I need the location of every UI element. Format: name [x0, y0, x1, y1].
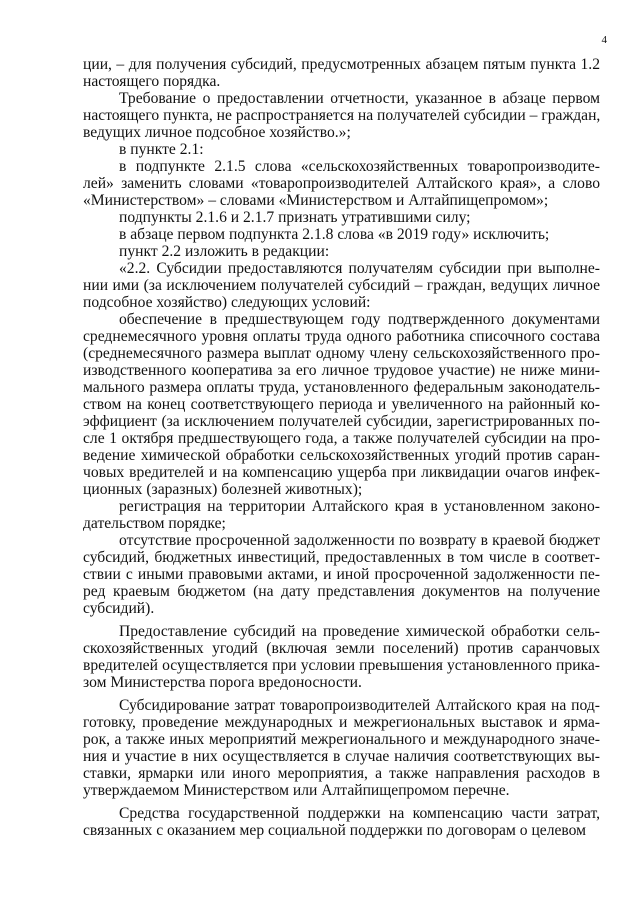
text-line: ведение химической обработки сельскохозяйственных угодий против саран-: [83, 447, 600, 464]
paragraph: [83, 56, 600, 90]
text-line: настоящего порядка.: [83, 73, 221, 90]
text-line: Субсидирование затрат товаропроизводителей Алтайского края на под-: [119, 697, 600, 714]
text-line: ствии с иными правовыми актами, и иной просроченной задолженности пе-: [83, 566, 600, 583]
paragraph: [83, 805, 600, 839]
text-line: ставки, ярмарки или иного мероприятия, а также направления расходов в: [83, 765, 600, 782]
paragraph: [83, 532, 600, 617]
text-line: Средства государственной поддержки на компенсацию части затрат,: [119, 805, 600, 822]
paragraph: [83, 141, 600, 158]
text-line: подсобное хозяйство) следующих условий:: [83, 294, 371, 311]
text-line: ством на конец соответствующего периода и увеличенного на районный ко-: [83, 396, 600, 413]
text-line: среднемесячного уровня оплаты труда одного работника списочного состава: [83, 328, 600, 345]
text-line: пункт 2.2 изложить в редакции:: [119, 243, 330, 260]
paragraph: [83, 243, 600, 260]
paragraph: [83, 498, 600, 532]
text-line: утверждаемом Министерством или Алтайпищепромом перечне.: [83, 782, 510, 799]
text-line: подпункты 2.1.6 и 2.1.7 признать утратившими силу;: [119, 209, 471, 226]
text-line: ционных (заразных) болезней животных);: [83, 481, 363, 498]
text-line: эффициент (за исключением получателей субсидии, зарегистрированных по-: [83, 413, 600, 430]
page-number: 4: [601, 34, 607, 46]
text-line: субсидий).: [83, 600, 155, 617]
text-line: субсидий, бюджетных инвестиций, предоставленных в том числе в соответ-: [83, 549, 600, 566]
text-line: човых вредителей и на компенсацию ущерба при ликвидации очагов инфек-: [83, 464, 600, 481]
text-line: отсутствие просроченной задолженности по возврату в краевой бюджет: [119, 532, 600, 549]
text-line: дательством порядке;: [83, 515, 226, 532]
text-line: регистрация на территории Алтайского края в установленном законо-: [119, 498, 600, 515]
paragraph: [83, 226, 600, 243]
text-line: настоящего пункта, не распространяется на получателей субсидии – граждан,: [83, 107, 601, 124]
text-line: обеспечение в предшествующем году подтвержденного документами: [119, 311, 600, 328]
text-line: вредителей осуществляется при условии превышения установленного прика-: [83, 657, 600, 674]
paragraph: [83, 311, 600, 498]
paragraph: [83, 697, 600, 799]
text-line: ведущих личное подсобное хозяйство.»;: [83, 124, 351, 141]
paragraph: [83, 158, 600, 209]
text-line: Требование о предоставлении отчетности, указанное в абзаце первом: [119, 90, 600, 107]
text-line: рок, а также иных мероприятий межрегионального и международного значе-: [83, 731, 600, 748]
text-line: в подпункте 2.1.5 слова «сельскохозяйственных товаропроизводите-: [119, 158, 600, 175]
paragraph: [83, 260, 600, 311]
text-line: Предоставление субсидий на проведение химической обработки сель-: [119, 623, 600, 640]
paragraph: [83, 209, 600, 226]
text-line: мального размера оплаты труда, установленного федеральным законодатель-: [83, 379, 600, 396]
text-line: (среднемесячного размера выплат одному члену сельскохозяйственного про-: [83, 345, 600, 362]
text-line: зом Министерства порога вредоносности.: [83, 674, 362, 691]
text-line: «2.2. Субсидии предоставляются получателям субсидии при выполне-: [119, 260, 600, 277]
text-line: нии ими (за исключением получателей субсидий – граждан, ведущих личное: [83, 277, 600, 294]
text-line: «Министерством» – словами «Министерством и Алтайпищепромом»;: [83, 192, 549, 209]
text-line: в пункте 2.1:: [119, 141, 204, 158]
paragraph: [83, 90, 600, 141]
text-line: ния и участие в них осуществляется в случае наличия соответствующих вы-: [83, 748, 600, 765]
text-line: лей» заменить словами «товаропроизводителей Алтайского края», а слово: [83, 175, 600, 192]
text-line: в абзаце первом подпункта 2.1.8 слова «в 2019 году» исключить;: [119, 226, 550, 243]
text-line: связанных с оказанием мер социальной поддержки по договорам о целевом: [83, 822, 587, 839]
document-body: [83, 56, 600, 839]
text-line: ции, – для получения субсидий, предусмотренных абзацем пятым пункта 1.2: [83, 56, 600, 73]
text-line: скохозяйственных угодий (включая земли поселений) против саранчовых: [83, 640, 600, 657]
text-line: готовку, проведение международных и межрегиональных выставок и ярма-: [83, 714, 600, 731]
text-line: изводственного кооператива за его личное трудовое участие) не ниже мини-: [83, 362, 600, 379]
text-line: сле 1 октября предшествующего года, а также получателей субсидии на про-: [83, 430, 600, 447]
text-line: ред краевым бюджетом (на дату представления документов на получение: [83, 583, 600, 600]
paragraph: [83, 623, 600, 691]
